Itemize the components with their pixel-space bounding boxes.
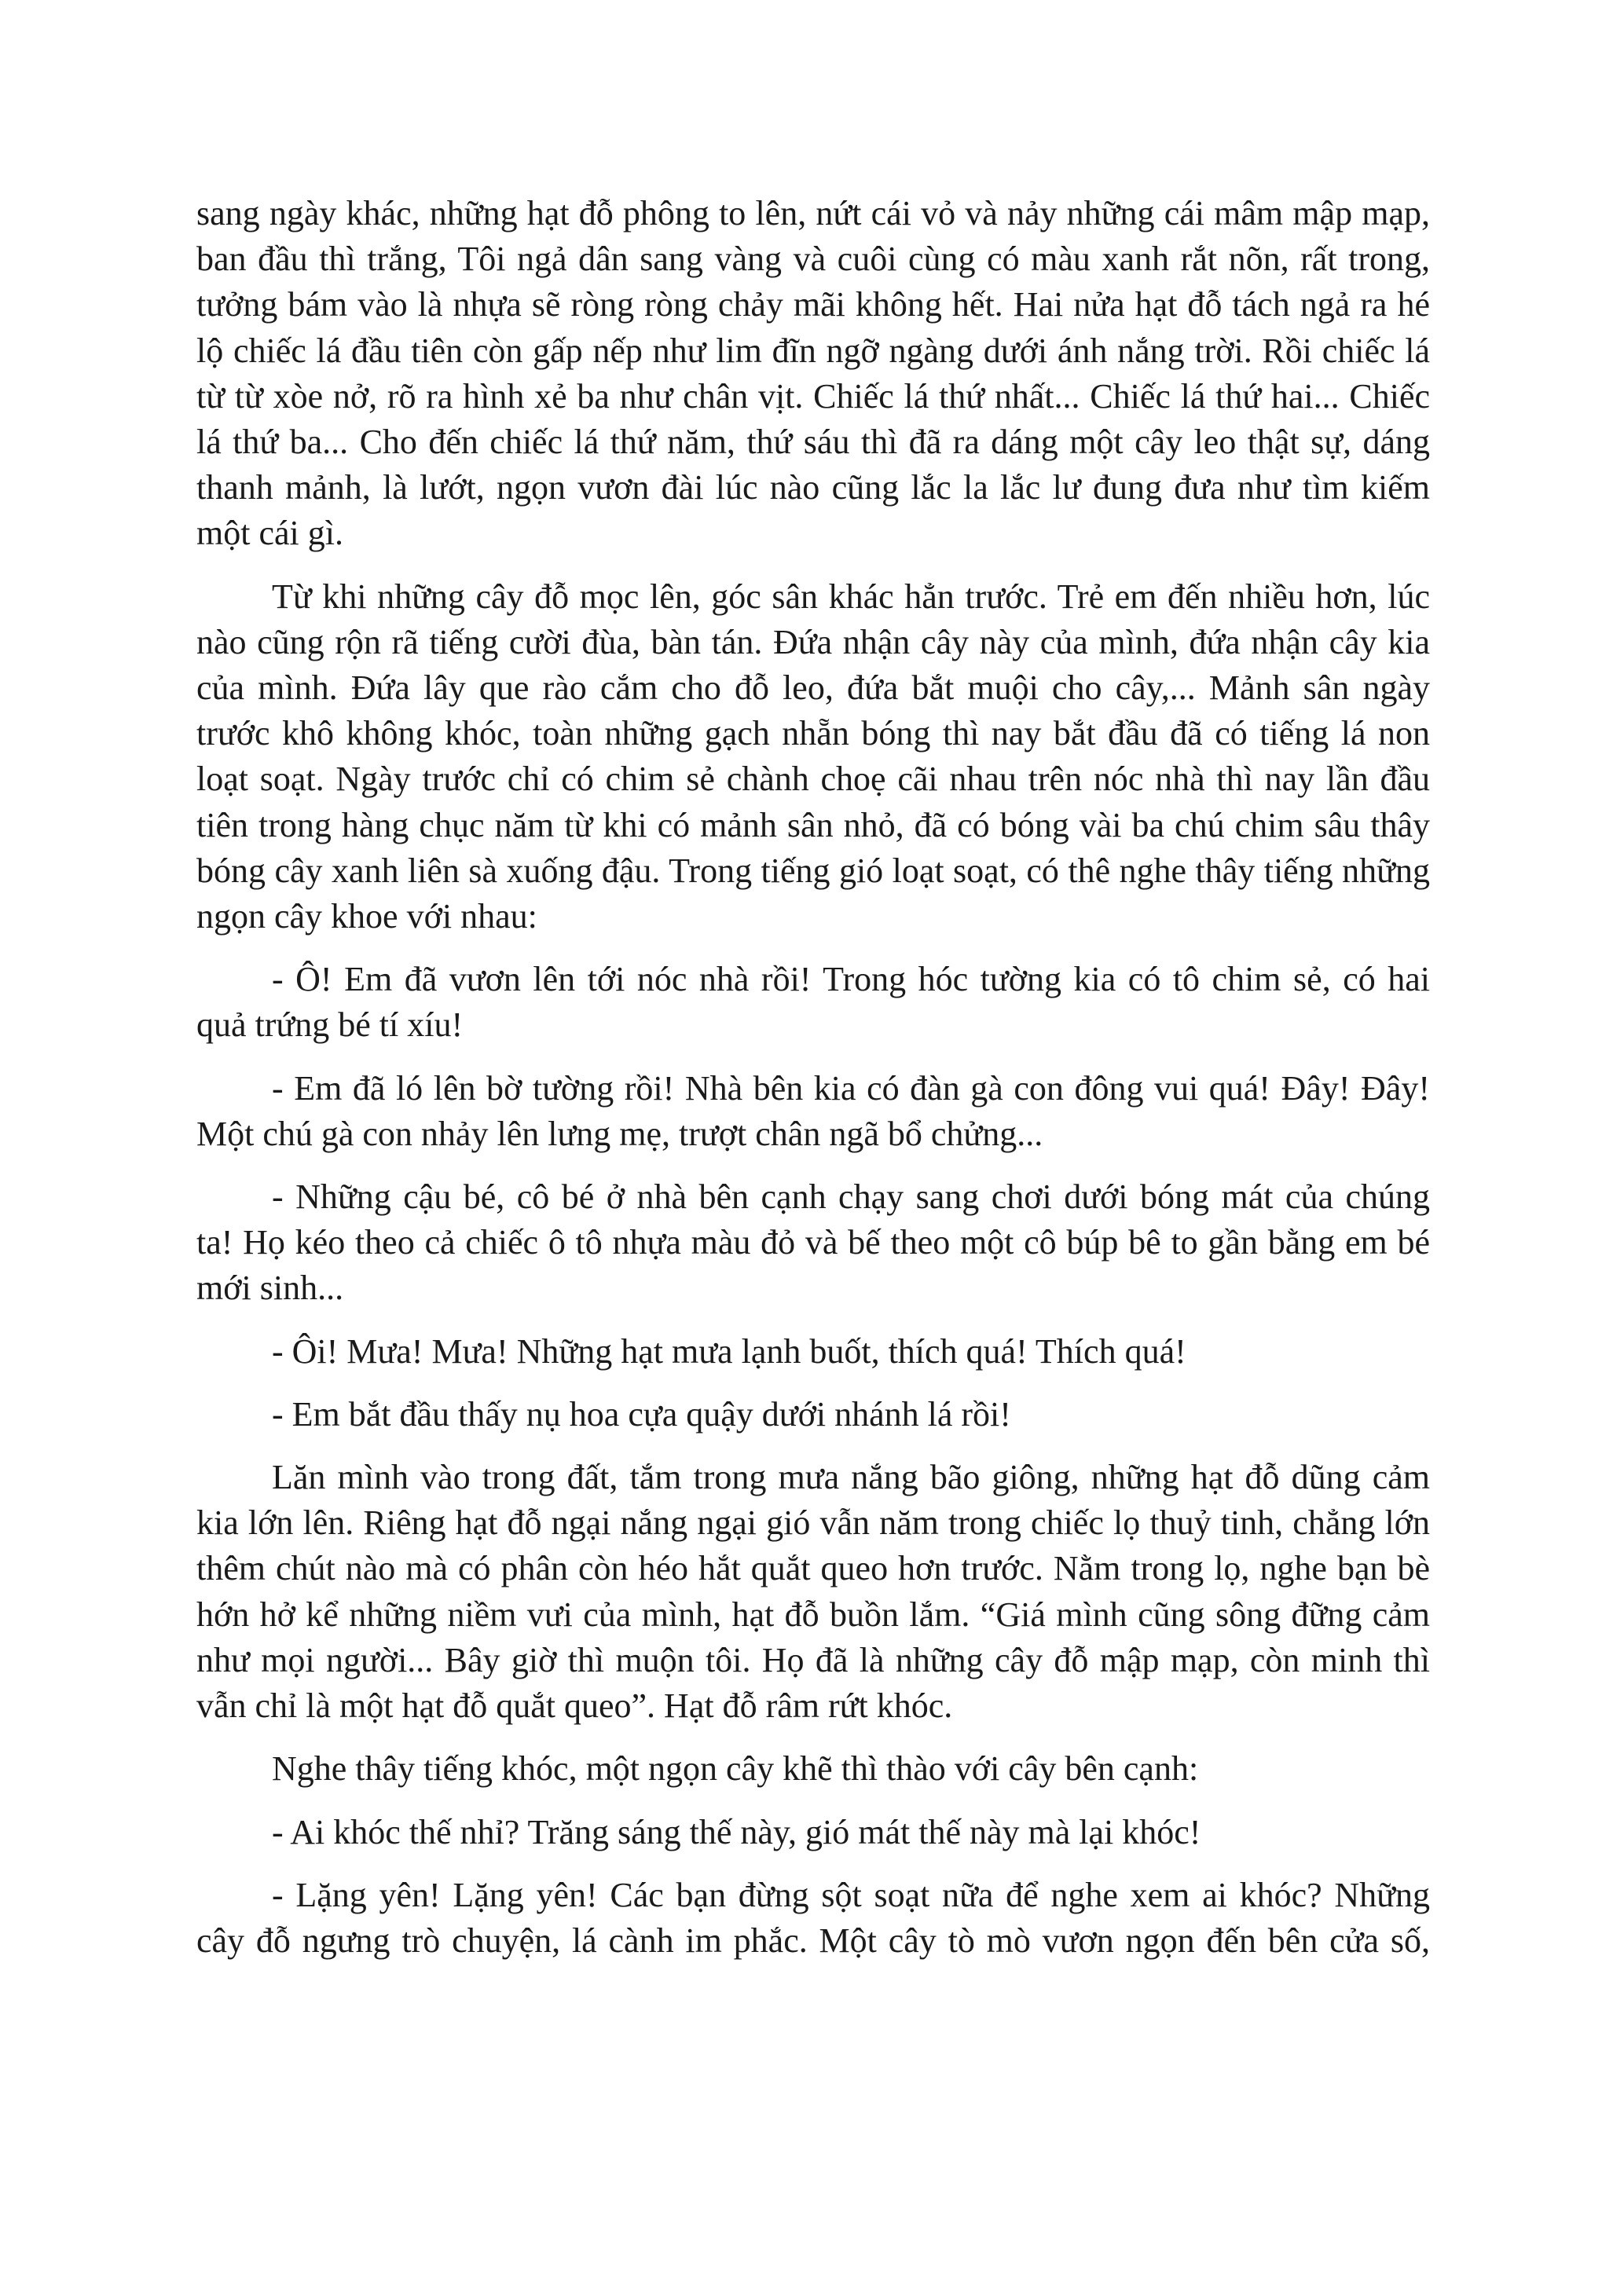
text-line: - Những cậu bé, cô bé ở nhà bên cạnh chạy sang chơi dưới bóng mát của chúng xyxy=(272,1177,1430,1217)
text-line: ban đầu thì trắng, Tôi ngả dân sang vàng và cuôi cùng có màu xanh rắt nõn, rất trong, xyxy=(196,240,1430,279)
text-line: ta! Họ kéo theo cả chiếc ô tô nhựa màu đỏ và bế theo một cô búp bê to gần bằng em bé xyxy=(196,1223,1430,1262)
text-line: Từ khi những cây đỗ mọc lên, góc sân khác hẳn trước. Trẻ em đến nhiều hơn, lúc xyxy=(272,577,1430,616)
text-line: Một chú gà con nhảy lên lưng mẹ, trượt chân ngã bổ chửng... xyxy=(196,1114,1043,1153)
paragraph-11 xyxy=(196,1873,1430,1964)
text-line: hớn hở kể những niềm vưi của mình, hạt đỗ buồn lắm. “Giá mình cũng sông đững cảm xyxy=(196,1595,1430,1634)
paragraph-6 xyxy=(196,1329,1430,1375)
text-line: của mình. Đứa lây que rào cắm cho đỗ leo, đứa bắt muội cho cây,... Mảnh sân ngày xyxy=(196,668,1430,708)
text-line: trước khô không khóc, toàn những gạch nhẵn bóng thì nay bắt đầu đã có tiếng lá non xyxy=(196,714,1430,753)
paragraph-10 xyxy=(196,1810,1430,1855)
text-line: nào cũng rộn rã tiếng cười đùa, bàn tán. Đứa nhận cây này của mình, đứa nhận cây kia xyxy=(196,622,1430,661)
text-line: thêm chút nào mà có phân còn héo hắt quắt queo hơn trước. Nằm trong lọ, nghe bạn bè xyxy=(196,1549,1430,1588)
text-line: từ từ xòe nở, rõ ra hình xẻ ba như chân vịt. Chiếc lá thứ nhất... Chiếc lá thứ hai... Chiếc xyxy=(196,376,1430,416)
text-line: ngọn cây khoe với nhau: xyxy=(196,897,537,936)
text-line: vẫn chỉ là một hạt đỗ quắt queo”. Hạt đỗ râm rứt khóc. xyxy=(196,1686,953,1726)
text-line: một cái gì. xyxy=(196,514,343,553)
paragraph-9 xyxy=(196,1746,1430,1792)
text-line: - Ai khóc thế nhỉ? Trăng sáng thế này, gió mát thế này mà lại khóc! xyxy=(272,1812,1201,1851)
text-line: bóng cây xanh liên sà xuống đậu. Trong tiếng gió loạt soạt, có thê nghe thây tiếng những xyxy=(196,851,1430,890)
text-line: sang ngày khác, những hạt đỗ phông to lên, nứt cái vỏ và nảy những cái mâm mập mạp, xyxy=(196,194,1430,233)
text-line: tưởng bám vào là nhựa sẽ ròng ròng chảy mãi không hết. Hai nửa hạt đỗ tách ngả ra hé xyxy=(196,285,1430,324)
text-line: - Em đã ló lên bờ tường rồi! Nhà bên kia có đàn gà con đông vui quá! Đây! Đây! xyxy=(272,1068,1430,1108)
document-body xyxy=(196,191,1430,1981)
paragraph-5 xyxy=(196,1174,1430,1312)
text-line: tiên trong hàng chục năm từ khi có mảnh sân nhỏ, đã có bóng vài ba chú chim sâu thây xyxy=(196,805,1430,844)
text-line: - Ôi! Mưa! Mưa! Những hạt mưa lạnh buốt, thích quá! Thích quá! xyxy=(272,1331,1186,1371)
paragraph-2 xyxy=(196,574,1430,940)
text-line: lá thứ ba... Cho đến chiếc lá thứ năm, thứ sáu thì đã ra dáng một cây leo thật sự, dáng xyxy=(196,423,1430,462)
text-line: - Ô! Em đã vươn lên tới nóc nhà rồi! Trong hóc tường kia có tô chim sẻ, có hai xyxy=(272,960,1430,999)
paragraph-4 xyxy=(196,1066,1430,1157)
text-line: quả trứng bé tí xíu! xyxy=(196,1005,464,1045)
text-line: loạt soạt. Ngày trước chỉ có chim sẻ chành choẹ cãi nhau trên nóc nhà thì nay lần đầu xyxy=(196,760,1430,799)
text-line: Lăn mình vào trong đất, tắm trong mưa nắng bão giông, những hạt đỗ dũng cảm xyxy=(272,1458,1430,1497)
paragraph-7 xyxy=(196,1392,1430,1437)
text-line: lộ chiếc lá đầu tiên còn gấp nếp như lim đĩn ngỡ ngàng dưới ánh nắng trời. Rồi chiếc lá xyxy=(196,331,1430,370)
paragraph-8 xyxy=(196,1455,1430,1729)
text-line: như mọi người... Bây giờ thì muộn tôi. Họ đã là những cây đỗ mập mạp, còn minh thì xyxy=(196,1640,1430,1679)
text-line: Nghe thây tiếng khóc, một ngọn cây khẽ thì thào với cây bên cạnh: xyxy=(272,1749,1199,1789)
paragraph-3 xyxy=(196,957,1430,1048)
text-line: thanh mảnh, là lướt, ngọn vươn đài lúc nào cũng lắc la lắc lư đung đưa như tìm kiếm xyxy=(196,468,1430,507)
text-line: - Lặng yên! Lặng yên! Các bạn đừng sột soạt nữa để nghe xem ai khóc? Những xyxy=(272,1875,1430,1914)
paragraph-1 xyxy=(196,191,1430,557)
text-line: - Em bắt đầu thấy nụ hoa cựa quậy dưới nhánh lá rồi! xyxy=(272,1394,1011,1434)
text-line: kia lớn lên. Riêng hạt đỗ ngại nắng ngại gió vẫn năm trong chiếc lọ thuỷ tinh, chẳng lớn xyxy=(196,1503,1430,1543)
text-line: cây đỗ ngưng trò chuyện, lá cành im phắc. Một cây tò mò vươn ngọn đến bên cửa số, xyxy=(196,1921,1430,1960)
text-line: mới sinh... xyxy=(196,1269,344,1308)
